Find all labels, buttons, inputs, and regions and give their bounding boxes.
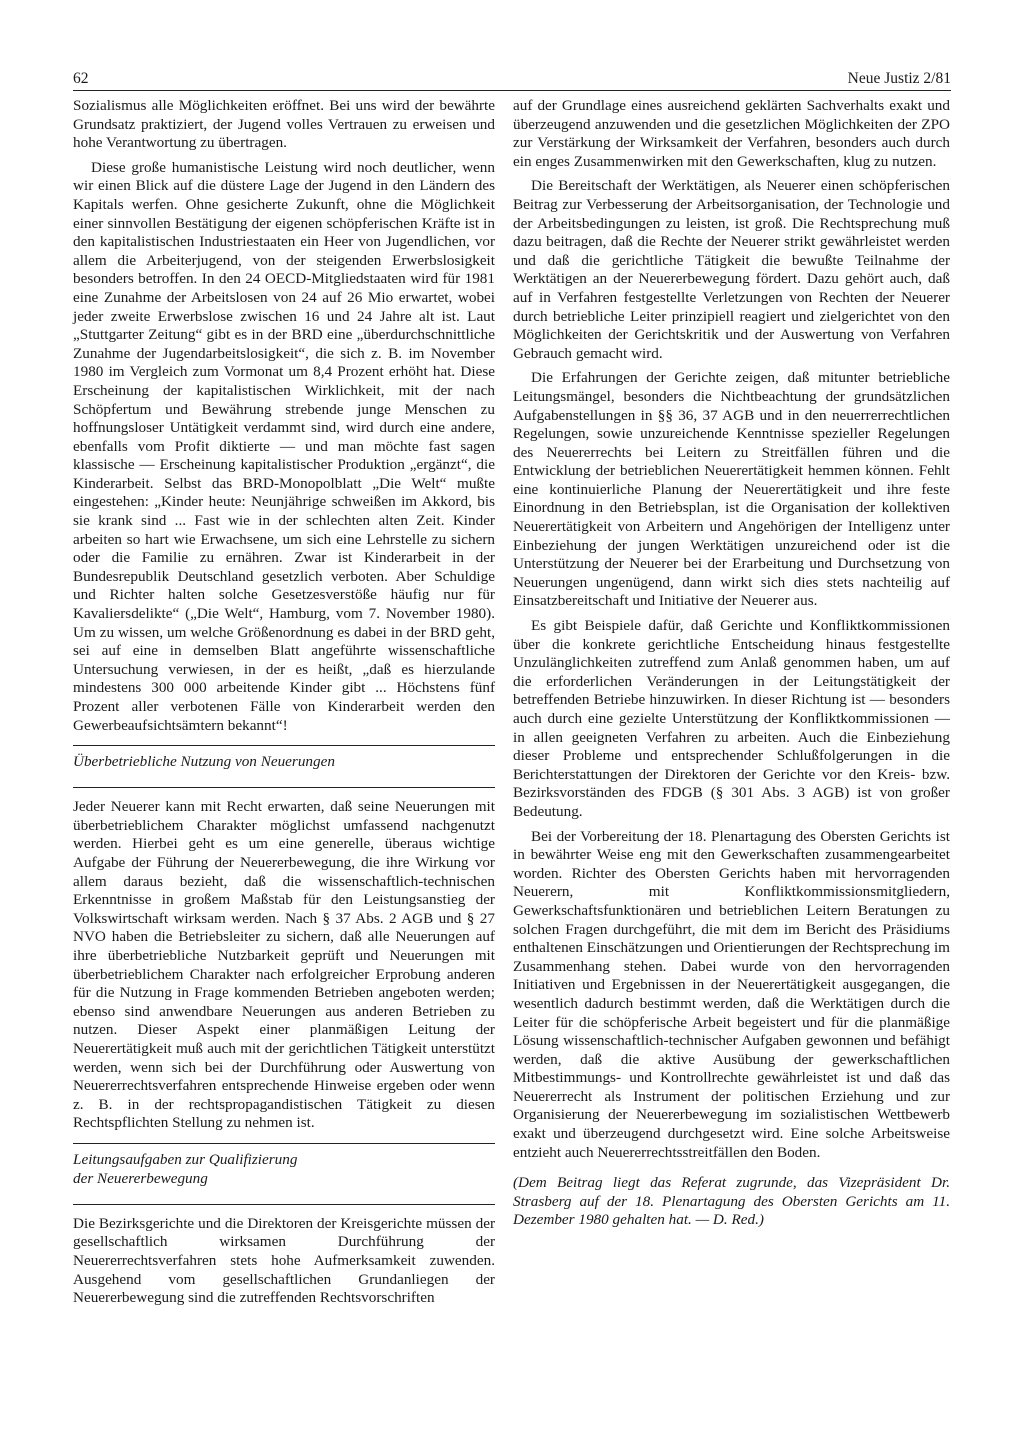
paragraph: Diese große humanistische Leistung wird noch deutlicher, wenn wir einen Blick auf die düstere Lage der Jugend in den Ländern des Kapitals werfen. Ohne gesicherte Zukunft, ohne die Möglichkeit einer sinnvollen Bestätigung der eigenen schöpferischen Kräfte ist in den kapitalistischen Industriestaaten ein Heer von Jugendlichen, vor allem die Arbeiterjugend, von der steigenden Erwerbslosigkeit besonders betroffen. In den 24 OECD-Mitgliedstaaten wird für 1981 eine Zunahme der Arbeitslosen von 24 auf 26 Mio erwartet, wobei jeder zweite Erwerbslose zwischen 16 und 24 Jahre alt ist. Laut „Stuttgarter Zeitung“ gibt es in der BRD eine „überdurchschnittliche Zunahme der Jugendarbeitslosigkeit“, die sich z. B. im November 1980 im Vergleich zum Vormonat um 8,4 Prozent erhöht hat. Diese Erscheinung der kapitalistischen Wirklichkeit, mit der nach Schöpfertum und Bewährung strebende junge Menschen zu hoffnungsloser Untätigkeit verdammt sind, wird durch eine andere, ebenfalls vom Profit diktierte — und man möchte fast sagen klassische — Erscheinung kapitalistischer Produktion „ergänzt“, die Kinderarbeit. Selbst das BRD-Monopolblatt „Die Welt“ mußte eingestehen: „Kinder heute: Neunjährige schweißen im Akkord, bis sie krank sind ... Fast wie in der schlechten alten Zeit. Kinder arbeiten so hart wie Erwachsene, um sich eine Lehrstelle zu sichern oder die Familie zu ernähren. Zwar ist Kinderarbeit in der Bundesrepublik Deutschland gesetzlich verboten. Aber Schuldige und Richter halten solche Gesetzesverstöße häufig nur für Kavaliersdelikte“ („Die Welt“, Hamburg, vom 7. November 1980). Um zu wissen, um welche Größenordnung es dabei in der BRD geht, sei auf eine in demselben Blatt angeführte wissenschaftliche Untersuchung verwiesen, in der es heißt, „daß es hierzulande mindestens 300 000 arbeitende Kinder gibt ... Höchstens fünf Prozent aller verbotenen Fälle von Kinderarbeit werden den Gewerbeaufsichtsämtern bekannt“! <box>73 158 495 734</box>
right-column <box>513 97 950 1236</box>
section-heading-line: Leitungsaufgaben zur Qualifizierung <box>73 1150 298 1168</box>
left-column <box>73 97 495 1314</box>
paragraph: Es gibt Beispiele dafür, daß Gerichte und Konfliktkommissionen über die konkrete gerichtliche Entscheidung hinaus festgestellte Unzulänglichkeiten zutreffend zum Anlaß genommen haben, um auf die erforderlichen Veränderungen in der Leitungstätigkeit der betreffenden Betriebe hinzuwirken. In dieser Richtung ist — besonders auch durch eine gezielte Unterstützung der Konfliktkommissionen — in allen geeigneten Verfahren zu arbeiten. Auch die Einbeziehung dieser Probleme und entsprechender Schlußfolgerungen in die Berichterstattungen der Direktoren der Gerichte vor den Kreis- bzw. Bezirksvorständen des FDGB (§ 301 Abs. 3 AGB) ist von großer Bedeutung. <box>513 617 950 820</box>
paragraph: Sozialismus alle Möglichkeiten eröffnet. Bei uns wird der bewährte Grundsatz praktiziert, der Jugend volles Vertrauen zu erweisen und hohe Verantwortung zu übertragen. <box>73 97 495 152</box>
editor-note: (Dem Beitrag liegt das Referat zugrunde, das Vizepräsident Dr. Strasberg auf der 18. Plenartagung des Obersten Gerichts am 11. Dezember 1980 gehalten hat. — D. Red.) <box>513 1174 950 1229</box>
page-number: 62 <box>73 70 89 87</box>
section-heading <box>73 1143 495 1205</box>
paragraph: Die Bereitschaft der Werktätigen, als Neuerer einen schöpferischen Beitrag zur Verbesserung der Arbeitsorganisation, der Technologie und der Arbeitsbedingungen zu leisten, ist groß. Die Rechtsprechung muß dazu beitragen, daß die Rechte der Neuerer strikt gewährleistet werden und daß die gerichtliche Tätigkeit die bewußte Teilnahme der Werktätigen an der Neuererbewegung fördert. Dazu gehört auch, daß auf in Verfahren festgestellte Verletzungen von Rechten der Neuerer durch betriebliche Leiter prinzipiell reagiert und zielgerichtet von den Möglichkeiten der Gerichtskritik und der Auswertung von Verfahren Gebrauch gemacht wird. <box>513 177 950 362</box>
paragraph: Bei der Vorbereitung der 18. Plenartagung des Obersten Gerichts ist in bewährter Weise eng mit den Gewerkschaften zusammengearbeitet worden. Richter des Obersten Gerichts haben mit hervorragenden Neuerern, mit Konfliktkommissionsmitgliedern, Gewerkschaftsfunktionären und betrieblichen Leitern Beratungen zu solchen Fragen durchgeführt, die mit dem im Bericht des Präsidiums enthaltenen Einschätzungen und Orientierungen der Rechtsprechung im Zusammenhang stehen. Dabei wurde von den hervorragenden Initiativen und Ergebnissen in der Neuerertätigkeit ausgegangen, die wesentlich dadurch bestimmt werden, daß die Werktätigen durch die Leiter für die schöpferische Arbeit begeistert und für die planmäßige Lösung wissenschaftlich-technischer Aufgaben gewonnen und befähigt werden, daß die aktive Ausübung der gewerkschaftlichen Mitbestimmungs- und Kontrollrechte gewährleistet ist und daß das Neuererrecht als Instrument der politischen Erziehung und zur Organisierung der Neuererbewegung im sozialistischen Wettbewerb exakt und überzeugend durchgesetzt wird. Eine solche Arbeitsweise entzieht auch Neuererrechtsstreitfällen den Boden. <box>513 827 950 1161</box>
page-header <box>73 70 951 88</box>
section-heading-line: der Neuererbewegung <box>73 1169 208 1187</box>
header-rule <box>73 90 951 91</box>
journal-title: Neue Justiz 2/81 <box>847 70 951 87</box>
paragraph: Jeder Neuerer kann mit Recht erwarten, daß seine Neuerungen mit überbetrieblichem Charakter möglichst umfassend nachgenutzt werden. Hierbei geht es um eine generelle, überaus wichtige Aufgabe der Führung der Neuererbewegung, die ihre Wirkung vor allem daraus bezieht, daß die wissenschaftlich-technischen Erkenntnisse in großem Maßstab für den Leistungsanstieg der Volkswirtschaft wirksam werden. Nach § 37 Abs. 2 AGB und § 27 NVO haben die Betriebsleiter zu sichern, daß alle Neuerungen auf ihre überbetriebliche Nutzbarkeit geprüft und Neuerungen mit überbetrieblichem Charakter nach erfolgreicher Erprobung anderen für die Nutzung in Frage kommenden Betrieben angeboten werden; ebenso sind anwendbare Neuerungen aus anderen Betrieben zu nutzen. Dieser Aspekt einer planmäßigen Leitung der Neuerertätigkeit muß auch mit der gerichtlichen Tätigkeit unterstützt werden, wenn sich bei der Durchführung oder Auswertung von Neuererrechtsverfahren entsprechende Hinweise ergeben oder wenn z. B. in der rechtspropagandistischen Tätigkeit zu diesen Rechtspflichten Stellung zu nehmen ist. <box>73 798 495 1132</box>
paragraph: Die Bezirksgerichte und die Direktoren der Kreisgerichte müssen der gesellschaftlich wirksamen Durchführung der Neuererrechtsverfahren stets hohe Aufmerksamkeit zuwenden. Ausgehend vom gesellschaftlichen Grundanliegen der Neuererbewegung sind die zutreffenden Rechtsvorschriften <box>73 1214 495 1307</box>
section-heading <box>73 745 495 788</box>
paragraph: auf der Grundlage eines ausreichend geklärten Sachverhalts exakt und überzeugend anzuwenden und die gesetzlichen Möglichkeiten der ZPO zur Verstärkung der Wirksamkeit der Verfahren, besonders auch durch ein enges Zusammenwirken mit den Gewerkschaften, klug zu nutzen. <box>513 97 950 170</box>
section-heading-text: Überbetriebliche Nutzung von Neuerungen <box>73 753 335 771</box>
paragraph: Die Erfahrungen der Gerichte zeigen, daß mitunter betriebliche Leitungsmängel, besonders die Nichtbeachtung der grundsätzlichen Aufgabenstellungen in §§ 36, 37 AGB und in den neuerrerrechtlichen Regelungen, sowie unzureichende Kenntnisse spezieller Regelungen des Neuererrechts bei Leitern zu Streitfällen führen und die Entwicklung der betrieblichen Neuerertätigkeit hemmen können. Fehlt eine kontinuierliche Planung der Neuerertätigkeit und ihre feste Einordnung in den Betriebsplan, ist die Organisation der kollektiven Neuerertätigkeit von Arbeitern und Angehörigen der Intelligenz unter Einbeziehung der jungen Werktätigen unzureichend oder ist die Unterstützung der Neuerer bei der Erarbeitung und Durchsetzung von Neuerungen ungenügend, dann wirkt sich dies stets nachteilig auf Einsatzbereitschaft und Initiative der Neuerer aus. <box>513 369 950 610</box>
